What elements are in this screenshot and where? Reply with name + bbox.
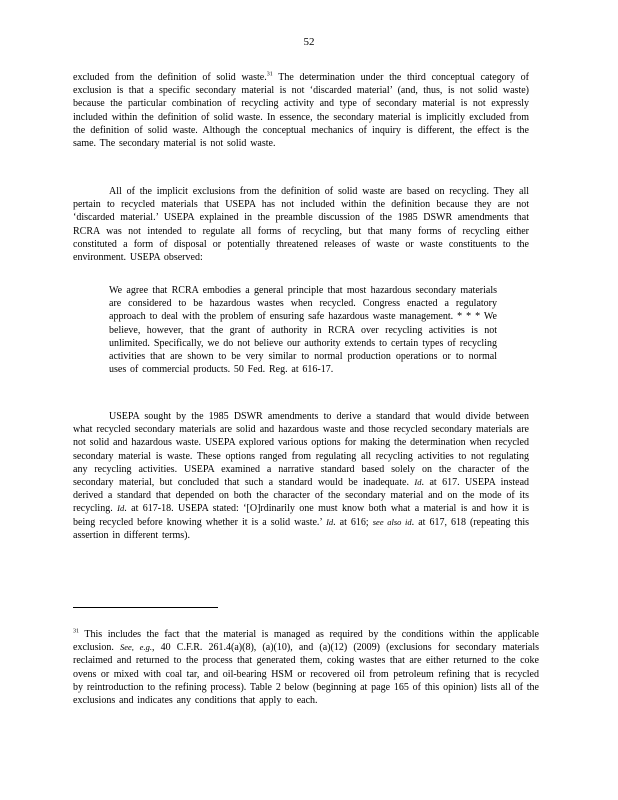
paragraph-3-text-c: . at 617-18. USEPA stated: ‘[O]rdinarily one must know both what a material is and how it is being recycled before knowing whether it is a solid waste.’ [73,503,529,528]
paragraph-1-text-b: The determination under the third conceptual category of exclusion is that a specific secondary material is not ‘discarded material’ (and, thus, is not solid waste) because the particular combination of recycling activity and type of secondary material is not expressly included within the definition of solid waste. In essence, the secondary material is implicitly excluded from the definition of solid waste. Although the conceptual mechanics of inquiry is different, the effect is the same. The secondary material is not solid waste. [73,72,529,150]
citation-id-1: Id [414,477,422,488]
paragraph-2: All of the implicit exclusions from the definition of solid waste are based on recycling. They all pertain to recycled materials that USEPA has not included within the definition because they are not ‘discarded material.’ USEPA explained in the preamble discussion of the 1985 DSWR amendments that RCRA was not intended to regulate all forms of recycling, but that many forms of recycling either constituted a form of disposal or potentially threatened releases of waste or waste constituents to the environment. USEPA observed: [73,186,529,264]
paragraph-3-text-b: . at 617. USEPA instead derived a standard that depended on both the character of the secondary material and on the mode of its recycling. [73,477,530,515]
footnote-number: 31 [73,628,79,635]
footnote-31 [73,628,539,707]
paragraph-3-text-a: USEPA sought by the 1985 DSWR amendments to derive a standard that would divide between what recycled secondary materials are solid and hazardous waste and those recycled secondary materials are not solid and hazardous waste. USEPA explored various options for making the determination when recycled secondary material is waste. These options ranged from regulating all recycling activities to not regulating any recycling activities. USEPA examined a narrative standard based solely on the character of the secondary material, but concluded that such a standard would be inadequate. [73,411,529,489]
paragraph-3-text-d: . at 616; [333,516,373,528]
paragraph-1-text-a: excluded from the definition of solid waste. [73,72,267,83]
paragraph-1 [73,71,529,150]
block-quote: We agree that RCRA embodies a general principle that most hazardous secondary materials are considered to be hazardous wastes when recycled. Congress enacted a regulatory approach to deal with the problem of ensuring safe hazardous waste management. * * * We believe, however, that the grant of authority in RCRA over recycling activities is not unlimited. Specifically, we do not believe our authority extends to certain types of recycling activities that are shown to be very similar to normal production operations or to normal uses of commercial products. 50 Fed. Reg. at 616-17. [109,285,497,376]
footnote-text-b: , 40 C.F.R. 261.4(a)(8), (a)(10), and (a)(12) (2009) (exclusions for secondary materials reclaimed and returned to the process that generated them, coking wastes that are either returned to the coke ovens or mixed with coal tar, and oil-bearing HSM or recovered oil from petroleum refining that is recycled by reintroduction to the refining process). Table 2 below (beginning at page 165 of this opinion) lists all of the exclusions and indicates any conditions that apply to each. [73,642,539,707]
paragraph-3-text-e: . at 617, 618 (repeating this assertion in different terms). [73,516,529,541]
paragraph-3 [73,410,529,542]
footnote-separator [73,607,218,608]
citation-id-3: Id [326,516,334,527]
citation-see-also: see also id [372,516,412,527]
footnote-reference[interactable]: 31 [266,71,273,78]
page-number: 52 [303,36,315,48]
citation-id-2: Id [117,503,125,514]
footnote-text-a: This includes the fact that the material is managed as required by the conditions within the applicable exclusion. [73,629,539,654]
footnote-signal: See, e.g. [119,642,152,653]
